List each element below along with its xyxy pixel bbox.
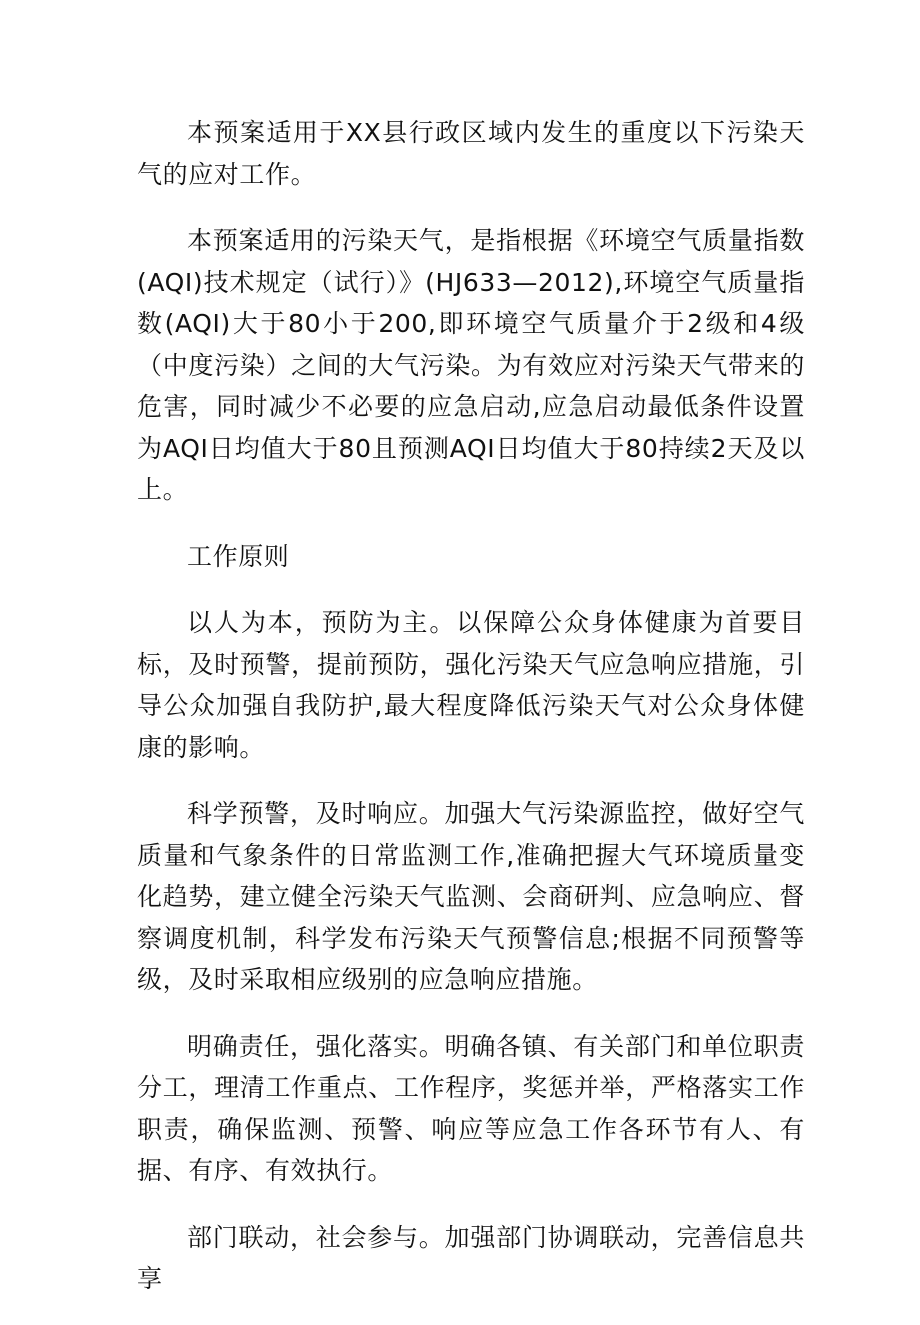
definition-paragraph: 本预案适用的污染天气，是指根据《环境空气质量指数(AQI)技术规定（试行）》(HJ633—2012),环境空气质量指数(AQI)大于80小于200,即环境空气质量介于2级和4级（中度污染）之间的大气污染。为有效应对污染天气带来的危害，同时减少不必要的应急启动,应急启动最低条件设置为AQI日均值大于80且预测AQI日均值大于80持续2天及以上。 — [137, 226, 805, 504]
scope-paragraph: 本预案适用于XX县行政区域内发生的重度以下污染天气的应对工作。 — [137, 118, 805, 189]
principle-clear-responsibility: 明确责任，强化落实。明确各镇、有关部门和单位职责分工，理清工作重点、工作程序，奖惩并举，严格落实工作职责，确保监测、预警、响应等应急工作各环节有人、有据、有序、有效执行。 — [137, 1031, 805, 1185]
document-body — [137, 112, 805, 1325]
principle-department-linkage: 部门联动，社会参与。加强部门协调联动，完善信息共享 — [137, 1222, 805, 1293]
principle-scientific-warning: 科学预警，及时响应。加强大气污染源监控，做好空气质量和气象条件的日常监测工作,准确把握大气环境质量变化趋势，建立健全污染天气监测、会商研判、应急响应、督察调度机制，科学发布污染天气预警信息;根据不同预警等级，及时采取相应级别的应急响应措施。 — [137, 799, 805, 994]
principle-people-first: 以人为本，预防为主。以保障公众身体健康为首要目标，及时预警，提前预防，强化污染天气应急响应措施，引导公众加强自我防护,最大程度降低污染天气对公众身体健康的影响。 — [137, 608, 805, 762]
section-title-work-principles: 工作原则 — [187, 541, 290, 571]
